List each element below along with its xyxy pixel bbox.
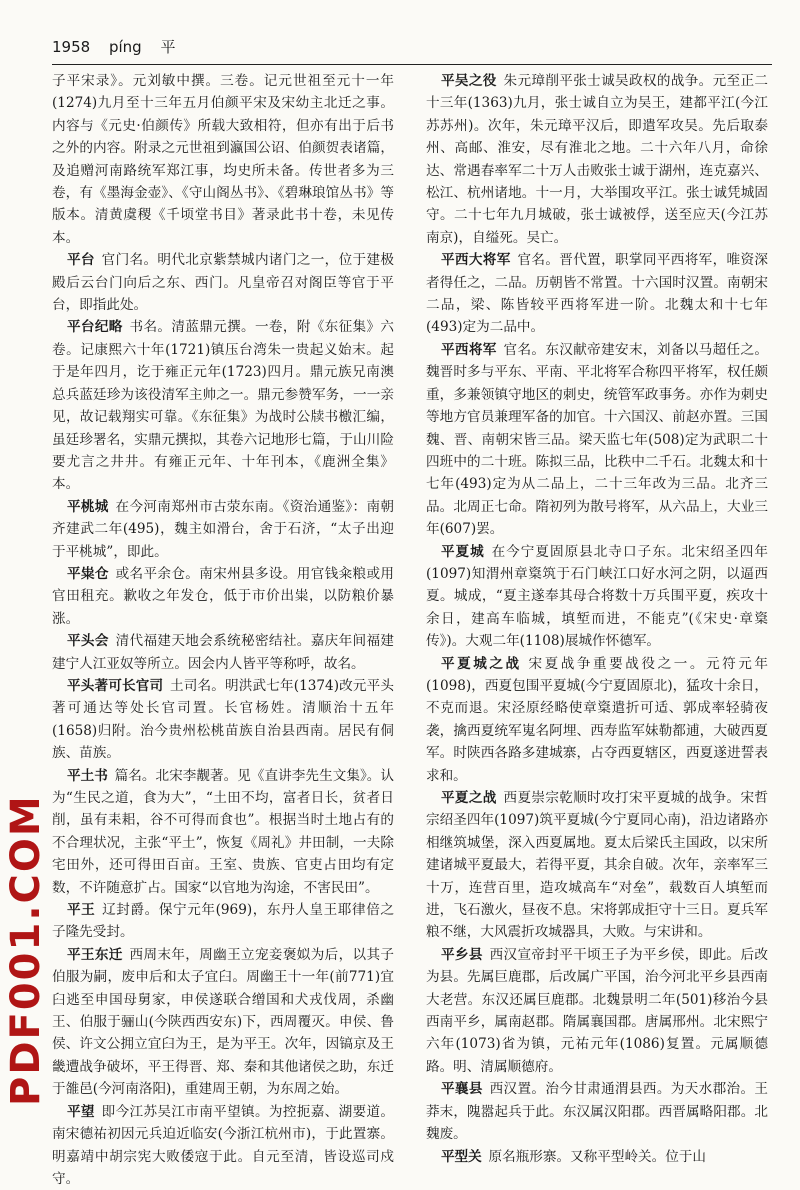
page-pinyin: píng [108,38,142,56]
dictionary-entry [52,1101,394,1190]
entry-headword: 平台 [66,252,95,269]
entry-headword: 平桃城 [66,498,109,515]
page-header [52,36,772,65]
entry-text: 官门名。明代北京紫禁城内诸门之一，位于建极殿后云台门向后之东、西门。凡皇帝召对阁臣等官于平台，即指此处。 [52,252,395,314]
entry-text: 子平宋录》。元刘敏中撰。三卷。记元世祖至元十一年(1274)九月至十三年五月伯颜平宋及宋幼主北迁之事。内容与《元史·伯颜传》所载大致相符，但亦有出于后书之外的内容。附录之元世祖到瀛国公诏、伯颜贺表诸篇，及追赠河南路统军郑江事，均史所未备。传世者多为三卷，有《墨海金壶》、《守山阁丛书》、《碧琳琅馆丛书》等版本。清黄虞稷《千顷堂书目》著录此书十卷，未见传本。 [52,73,394,246]
entry-text: 官名。晋代置，职掌同平西将军，唯资深者得任之，二品。历朝皆不常置。十六国时汉置。南朝宋二品，梁、陈皆较平西将军进一阶。北魏太和十七年(493)定为二品中。 [426,252,769,336]
dictionary-entry [52,944,394,1101]
entry-headword: 平夏城 [440,543,485,560]
dictionary-entry [426,944,768,1078]
entry-text: 宋夏战争重要战役之一。元符元年(1098)，西夏包围平夏城(今宁夏固原北)，猛攻十余日，不克而退。宋泾原经略使章楶遣折可适、郭成率轻骑夜袭，擒西夏统军嵬名阿埋、西寿监军妹勒都逋，大破西夏军。时陕西各路多建城寨，占夺西夏辖区，西夏遂进誓表求和。 [426,655,769,784]
page-character: 平 [160,38,176,56]
entry-headword: 平西将军 [440,341,497,358]
entry-text: 辽封爵。保宁元年(969)，东丹人皇王耶律倍之子隆先受封。 [52,902,394,941]
entry-text: 西汉宣帝封平干顷王子为平乡侯，即此。后改为县。先属巨鹿郡，后改属广平国，治今河北平乡县西南大老营。东汉还属巨鹿郡。北魏景明二年(501)移治今县西南平乡，属南赵郡。隋属襄国郡。唐属邢州。北宋熙宁六年(1073)省为镇，元祐元年(1086)复置。元属顺德路。明、清属顺德府。 [426,946,769,1075]
entry-headword: 平头会 [66,633,109,650]
dictionary-entry [52,765,394,899]
entry-headword: 平头著可长官司 [66,677,164,694]
entry-headword: 平襄县 [440,1081,483,1098]
watermark-logo: PDF001.COM [3,794,49,1106]
entry-text: 朱元璋削平张士诚吴政权的战争。元至正二十三年(1363)九月，张士诚自立为吴王，建都平江(今江苏苏州)。次年，朱元璋平汉后，即遣军攻吴。先后取泰州、高邮、淮安，尽有淮北之地。二十六年八月，命徐达、常遇春率军二十万人击败张士诚于湖州，连克嘉兴、松江、杭州诸地。十一月，大举围攻平江。张士诚凭城固守。二十七年九月城破，张士诚被俘，送至应天(今江苏南京)，自缢死。吴亡。 [426,73,769,246]
entry-text: 清代福建天地会系统秘密结社。嘉庆年间福建建宁人江亚奴等所立。因会内人皆平等称呼，故名。 [52,633,395,672]
entry-headword: 平夏之战 [440,790,497,806]
entry-headword: 平王东迁 [66,946,123,963]
entry-headword: 平乡县 [440,946,483,963]
entry-headword: 平粜仓 [66,565,109,582]
entry-headword: 平望 [66,1103,95,1120]
dictionary-entry [52,316,394,495]
dictionary-entry [426,1146,768,1168]
entry-text: 在今河南郑州市古荥东南。《资治通鉴》：南朝齐建武二年(495)，魏主如滑台，舍于石济，“太子出迎于平桃城”，即此。 [52,498,395,560]
entry-text: 土司名。明洪武七年(1374)改元平头著可通达等处长官司置。长官杨姓。清顺治十五年(1658)归附。治今贵州松桃苗族自治县西南。居民有侗族、苗族。 [52,677,395,762]
entry-text: 官名。东汉献帝建安末，刘备以马超任之。魏晋时多与平东、平南、平北将军合称四平将军，权任颇重，多兼领镇守地区的刺史，统管军政事务。亦作为刺史等地方官员兼理军备的加官。十六国汉、前赵亦置。三国魏、晋、南朝宋皆三品。梁天监七年(508)定为武职二十四班中的二十班。陈拟三品，比秩中二千石。北魏太和十七年(493)定为从二品上，二十三年改为三品。北齐三品。北周正七命。隋初列为散号将军，从六品上，大业三年(607)罢。 [426,341,769,538]
dictionary-entry [52,496,394,563]
entry-headword: 平型关 [440,1148,482,1165]
dictionary-entry [52,249,394,316]
entry-headword: 平西大将军 [440,252,511,269]
dictionary-entry [426,339,768,541]
dictionary-entry [426,653,768,787]
entry-text: 或名平余仓。南宋州县多设。用官钱籴粮或用官田租充。歉收之年发仓，低于市价出粜，以防粮价暴涨。 [52,565,395,627]
dictionary-entry [52,630,394,675]
entry-headword: 平土书 [66,767,108,784]
page-number: 1958 [52,38,91,56]
dictionary-entry [426,787,768,944]
entry-headword: 平夏城之战 [440,655,522,672]
entry-text: 在今宁夏固原县北寺口子东。北宋绍圣四年(1097)知渭州章楶筑于石门峡江口好水河之阴，以逼西夏。城成，“夏主遂奉其母合将数十万兵围平夏，疾攻十余日，建高车临城，填堑而进，不能克”(《宋史·章楶传》)。大观二年(1108)展城作怀德军。 [426,543,769,650]
dictionary-entry [52,899,394,944]
entry-text: 西周末年，周幽王立宠妾褒姒为后，以其子伯服为嗣，废申后和太子宜臼。周幽王十一年(前771)宜臼逃至申国母舅家，申侯遂联合缯国和犬戎伐周，杀幽王、伯服于骊山(今陕西西安东)下，西周覆灭。申侯、鲁侯、许文公拥立宜臼为王，是为平王。次年，因镐京及王畿遭战争破坏，平王得晋、郑、秦和其他诸侯之助，东迁于雒邑(今河南洛阳)，重建周王朝，为东周之始。 [52,946,395,1098]
entry-text: 书名。清蓝鼎元撰。一卷，附《东征集》六卷。记康熙六十年(1721)镇压台湾朱一贵起义始末。起于是年四月，讫于雍正元年(1723)四月。鼎元族兄南澳总兵蓝廷珍为该役清军主帅之一。鼎元参赞军务，一一亲见，故记载翔实可靠。《东征集》为战时公牍书檄汇编，虽廷珍署名，实鼎元撰拟，其卷六记地形七篇，于山川险要尤言之井井。有雍正元年、十年刊本，《鹿洲全集》本。 [52,319,395,493]
entry-text: 原名瓶形寨。又称平型岭关。位于山 [488,1148,707,1165]
right-column [426,70,769,1165]
entry-headword: 平吴之役 [440,73,497,89]
dictionary-entry [52,70,394,249]
entry-headword: 平台纪略 [66,319,123,336]
entry-text: 西夏崇宗乾顺时攻打宋平夏城的战争。宋哲宗绍圣四年(1097)筑平夏城(今宁夏同心南)，沿边诸路亦相继筑城堡，深入西夏属地。夏太后梁氏主国政，以宋所建诸城平夏最大，若得平夏，其余自破。次年，亲率军三十万，连营百里，造攻城高车“对垒”，载数百人填堑而进，飞石激火，昼夜不息。宋将郭成拒守十三日。夏兵军粮不继，大风震折攻城器具，大败。与宋讲和。 [426,790,769,941]
entry-text: 即今江苏吴江市南平望镇。为控扼嘉、湖要道。南宋德祐初因元兵迫近临安(今浙江杭州市)，于此置寨。明嘉靖中胡宗宪大败倭寇于此。自元至清，皆设巡司戍守。 [52,1103,395,1187]
entry-text: 篇名。北宋李觏著。见《直讲李先生文集》。认为“生民之道，食为大”，“土田不均，富者日长，贫者日削，虽有耒耜，谷不可得而食也”。根据当时土地占有的不合理状况，主张“平土”，恢复《周礼》井田制，一夫除宅田外，还可得田百亩。王室、贵族、官吏占田均有定数，不许随意扩占。国家“以官地为沟途，不害民田”。 [52,767,395,896]
dictionary-entry [426,541,768,653]
dictionary-entry [426,1078,768,1145]
dictionary-entry [426,249,768,339]
entry-text: 西汉置。治今甘肃通渭县西。为天水郡治。王莽末，隗嚣起兵于此。东汉属汉阳郡。西晋属略阳郡。北魏废。 [426,1081,769,1143]
dictionary-entry [52,563,394,630]
entry-headword: 平王 [66,902,96,919]
dictionary-entry [426,70,768,249]
left-column [52,70,395,1187]
dictionary-entry [52,675,394,765]
